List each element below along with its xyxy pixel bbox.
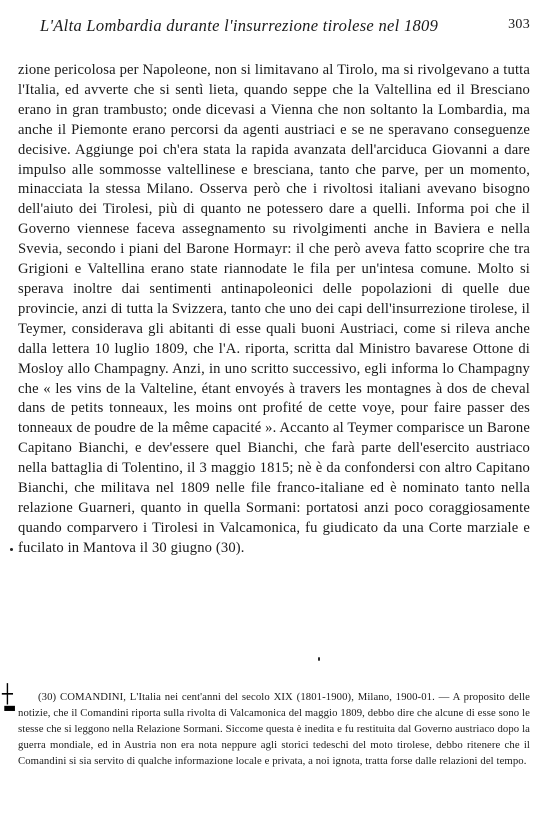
running-head-title: L'Alta Lombardia durante l'insurrezione tirolese nel 1809 xyxy=(40,16,439,35)
ink-speck xyxy=(10,548,13,551)
body-paragraph: zione pericolosa per Napoleone, non si limitavano al Tirolo, ma si rivolgevano a tutta l'Italia, ed avverte che si sentì lieta, quando seppe che la Valtellina ed il Bresciano erano in gran trambusto; onde dicevasi a Vienna che non soltanto la Lombardia, ma anche il Piemonte erano percorsi da agenti austriaci e se ne speravano conseguenze decisive. Aggiunge poi ch'era stata la rapida avanzata dell'arciduca Giovanni a dare impulso alle sommosse valtellinese e bresciana, tanto che parve, per un momento, minacciata la stessa Milano. Osserva però che i rivoltosi italiani avevano bisogno dell'aiuto dei Tirolesi, più di quanto ne potessero dare a quelli. Informa poi che il Governo viennese faceva assegnamento su rivolgimenti anche in Baviera e nella Svevia, secondo i piani del Barone Hormayr: il che però aveva fatto scoprire che tra Grigioni e Valtellina erano state riannodate le fila per un'intesa comune. Molto si sperava inoltre dai sentimenti antinapoleonici delle popolazioni di quelle due provincie, anzi di tutta la Svizzera, tanto che uno dei capi dell'insurrezione tirolese, il Teymer, considerava gli abitanti di esse quali buoni Austriaci, come si rileva anche dalla lettera 10 luglio 1809, che l'A. riporta, scritta dal Ministro bavarese Ottone di Mosloy allo Champagny. Anzi, in uno scritto successivo, egli informa lo Champagny che « les vins de la Valteline, étant envoyés à travers les montagnes à dos de cheval dans de petits tonneaux, les moins ont profité de cette voye, pour faire passer des tonneaux de poudre de la même capacité ». Accanto al Teymer comparisce un Barone Capitano Bianchi, e dev'essere quel Bianchi, che farà parte dell'esercito austriaco nella battaglia di Tolentino, il 3 maggio 1815; nè è da confondersi con altro Capitano Bianchi, che militava nel 1809 nelle file franco-italiane ed è nominato tanto nella relazione Guarneri, quanto in quella Sormani: portatosi anzi poco coraggiosamente quando comparvero i Tirolesi in Valcamonica, fu giudicato da una Corte marziale e fucilato in Mantova il 30 giugno (30). xyxy=(18,62,530,556)
footnote: (30) COMANDINI, L'Italia nei cent'anni del secolo XIX (1801-1900), Milano, 1900-01. — A proposito delle notizie, che il Comandini riporta sulla rivolta di Valcamonica del maggio 1809, debbo dire che alcune di esse sono le stesse che si leggono nella Relazione Sormani. Siccome questa è inedita e fu restituita dal Governo austriaco dopo la guerra mondiale, ed in Austria non era nota neppure agli storici tedeschi del moto tirolese, debbo ritenere che il Comandini si sia servito di qualche informazione locale e privata, a noi ignota, tratta forse dalle relazioni del tempo. xyxy=(18,691,530,767)
ink-speck xyxy=(318,657,320,661)
footnotes xyxy=(18,690,530,770)
body-text xyxy=(18,61,530,559)
page-number: 303 xyxy=(508,17,530,32)
margin-mark: ┼ xyxy=(2,684,13,705)
running-head xyxy=(40,16,530,38)
margin-mark: ▬ xyxy=(3,700,17,716)
